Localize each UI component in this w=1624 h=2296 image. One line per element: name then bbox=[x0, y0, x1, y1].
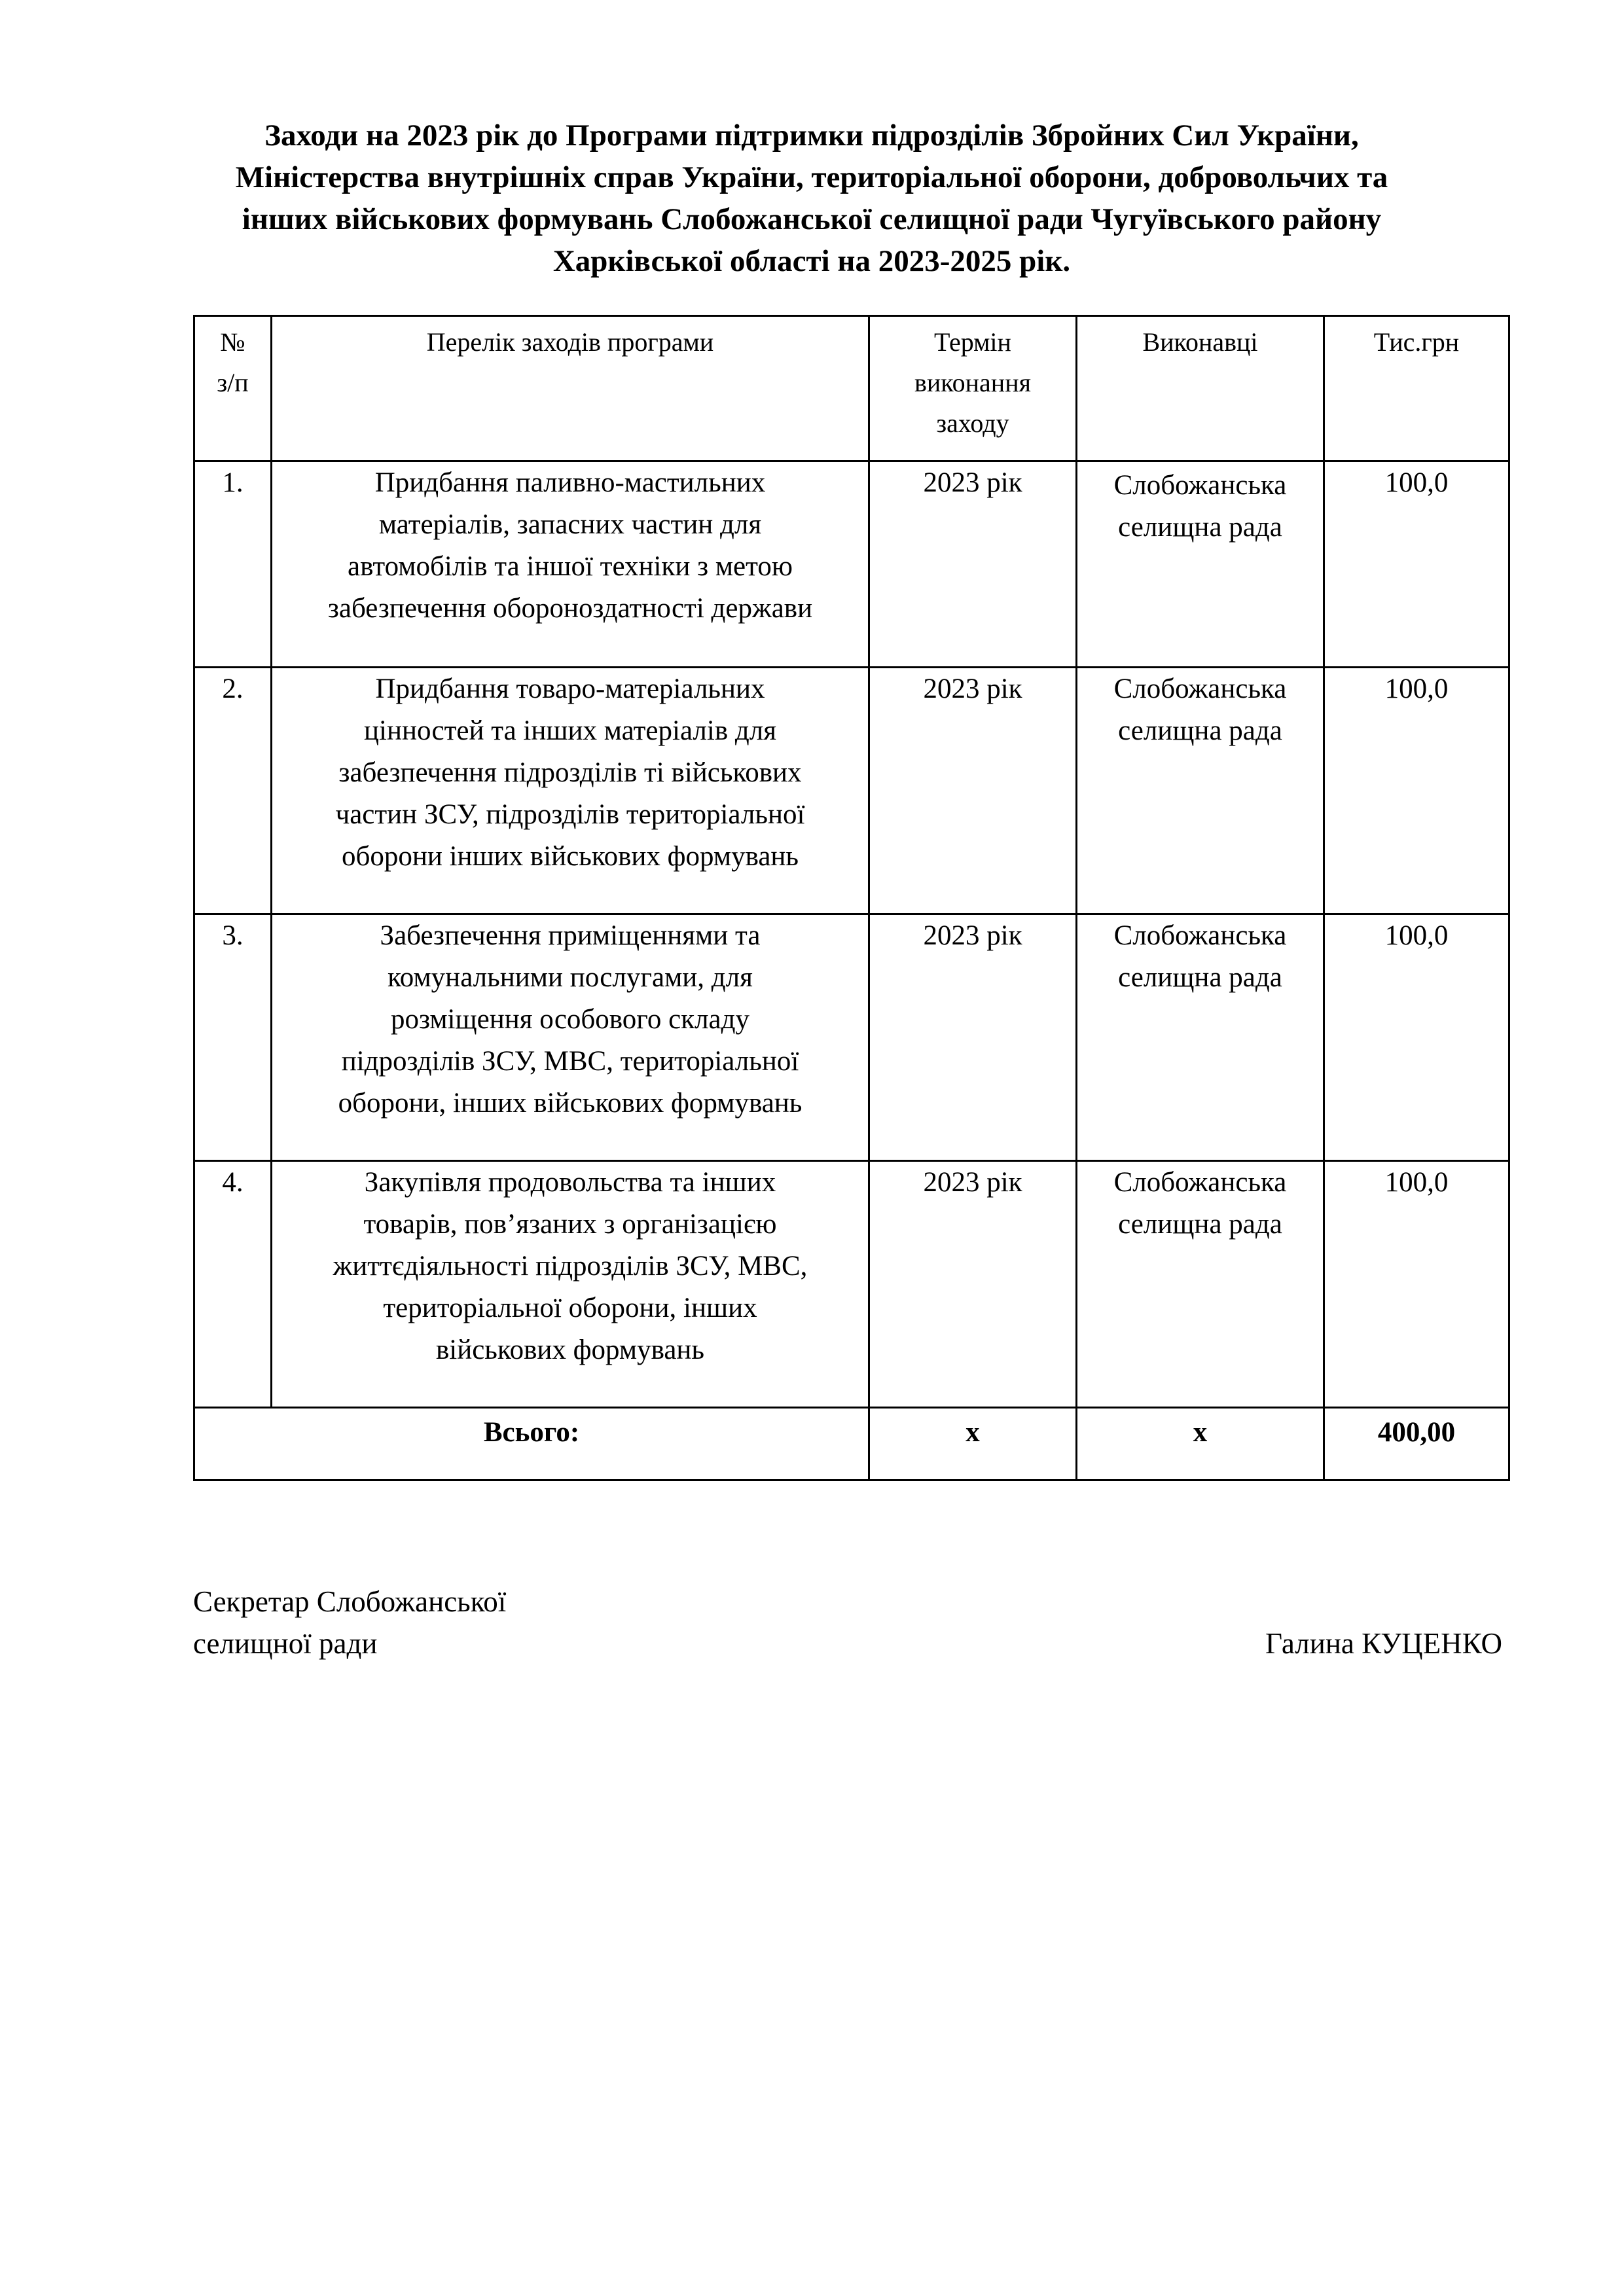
total-label: Всього: bbox=[194, 1408, 869, 1480]
signature-position bbox=[193, 1581, 506, 1664]
signature-name: Галина КУЦЕНКО bbox=[1265, 1627, 1502, 1660]
total-executor: x bbox=[1077, 1408, 1324, 1480]
table-row bbox=[194, 461, 1509, 668]
header-term: Термін виконання заходу bbox=[869, 316, 1077, 461]
row-executor: Слобожанська селищна рада bbox=[1077, 461, 1324, 668]
title-line: інших військових формувань Слобожанської селищної ради Чугуївського району bbox=[242, 202, 1382, 236]
row-measure: Забезпечення приміщеннями та комунальними послугами, для розміщення особового складу підрозділів ЗСУ, МВС, територіальної оборони, інших військових формувань bbox=[272, 914, 869, 1161]
row-term: 2023 рік bbox=[869, 461, 1077, 668]
row-executor: Слобожанська селищна рада bbox=[1077, 1161, 1324, 1408]
row-amount: 100,0 bbox=[1324, 1161, 1509, 1408]
table-row bbox=[194, 1161, 1509, 1408]
row-amount: 100,0 bbox=[1324, 668, 1509, 914]
total-term: x bbox=[869, 1408, 1077, 1480]
header-measure: Перелік заходів програми bbox=[272, 316, 869, 461]
table-row bbox=[194, 668, 1509, 914]
row-measure: Придбання товаро-матеріальних цінностей та інших матеріалів для забезпечення підрозділів ті військових частин ЗСУ, підрозділів територіальної оборони інших військових формувань bbox=[272, 668, 869, 914]
table-header-row bbox=[194, 316, 1509, 461]
total-amount: 400,00 bbox=[1324, 1408, 1509, 1480]
title-line: Харківської області на 2023-2025 рік. bbox=[552, 244, 1071, 278]
table-total-row bbox=[194, 1408, 1509, 1480]
row-number: 1. bbox=[194, 461, 272, 668]
row-executor: Слобожанська селищна рада bbox=[1077, 914, 1324, 1161]
title-line: Заходи на 2023 рік до Програми підтримки підрозділів Збройних Сил України, bbox=[264, 118, 1359, 152]
row-measure: Придбання паливно-мастильних матеріалів, запасних частин для автомобілів та іншої техніки з метою забезпечення обороноздатності держави bbox=[272, 461, 869, 668]
row-term: 2023 рік bbox=[869, 914, 1077, 1161]
measures-table bbox=[193, 315, 1510, 1481]
row-amount: 100,0 bbox=[1324, 914, 1509, 1161]
table-row bbox=[194, 914, 1509, 1161]
title-line: Міністерства внутрішніх справ України, територіальної оборони, добровольчих та bbox=[235, 160, 1388, 194]
row-amount: 100,0 bbox=[1324, 461, 1509, 668]
header-number: № з/п bbox=[194, 316, 272, 461]
row-term: 2023 рік bbox=[869, 668, 1077, 914]
row-number: 2. bbox=[194, 668, 272, 914]
document-title bbox=[196, 115, 1427, 282]
header-amount: Тис.грн bbox=[1324, 316, 1509, 461]
signature-position-line: селищної ради bbox=[193, 1627, 378, 1660]
row-term: 2023 рік bbox=[869, 1161, 1077, 1408]
row-number: 3. bbox=[194, 914, 272, 1161]
row-number: 4. bbox=[194, 1161, 272, 1408]
header-executor: Виконавці bbox=[1077, 316, 1324, 461]
row-executor: Слобожанська селищна рада bbox=[1077, 668, 1324, 914]
signature-position-line: Секретар Слобожанської bbox=[193, 1585, 507, 1618]
row-measure: Закупівля продовольства та інших товарів, пов’язаних з організацією життєдіяльності підрозділів ЗСУ, МВС, територіальної оборони, інших військових формувань bbox=[272, 1161, 869, 1408]
